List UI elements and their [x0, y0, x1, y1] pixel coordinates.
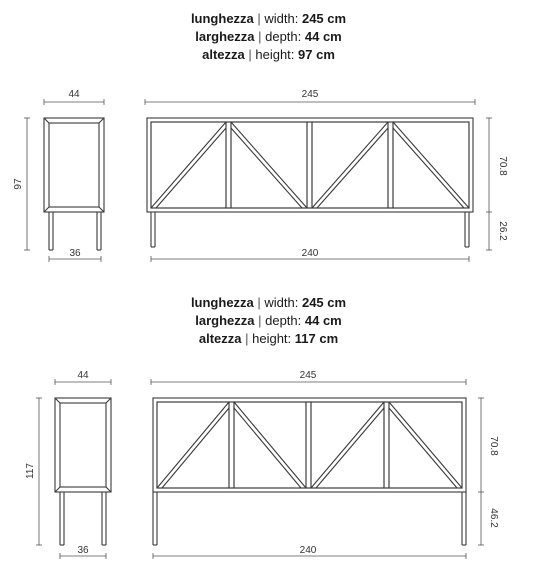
side-frame-inner	[49, 123, 99, 207]
spec-label-en: depth:	[265, 29, 305, 44]
dim-side-top-width: 44	[77, 370, 89, 381]
spec-separator: |	[253, 11, 265, 26]
spec-label-it: altezza	[202, 47, 245, 62]
side-frame-inner	[60, 403, 106, 487]
dim-side-bottom-width: 36	[77, 545, 89, 556]
front-view-bottom	[153, 398, 466, 545]
diagonal-brace	[311, 402, 384, 488]
side-dims-bottom	[36, 379, 111, 559]
spec-value: 245 cm	[301, 11, 347, 26]
dim-front-top-width: 245	[301, 89, 319, 100]
dim-front-leg-height: 46.2	[488, 508, 499, 528]
spec-value: 245 cm	[301, 295, 347, 310]
spec-separator: |	[254, 313, 266, 328]
dim-front-bottom-width: 240	[299, 545, 317, 556]
diagonal-brace	[157, 402, 229, 488]
spec-label-it: lunghezza	[190, 295, 254, 310]
diagonal-brace	[234, 402, 306, 488]
spec-label-en: height:	[255, 47, 299, 62]
spec-separator: |	[244, 47, 256, 62]
diagonal-brace	[231, 122, 307, 208]
dim-front-bottom-width: 240	[301, 248, 319, 259]
spec-label-en: width:	[264, 295, 302, 310]
spec-separator: |	[241, 331, 253, 346]
dim-side-top-width: 44	[68, 89, 80, 100]
dim-side-bottom-width: 36	[69, 248, 81, 259]
side-frame-outer	[44, 118, 104, 212]
spec-label-en: height:	[252, 331, 295, 346]
front-frame-inner	[157, 402, 462, 488]
front-frame-inner	[151, 122, 469, 208]
diagonal-brace	[151, 122, 226, 208]
spec-value: 44 cm	[304, 29, 342, 44]
side-view-bottom	[55, 398, 111, 545]
spec-separator: |	[254, 29, 266, 44]
spec-label-it: altezza	[198, 331, 242, 346]
dim-front-body-height: 70.8	[497, 156, 508, 176]
spec-value: 44 cm	[304, 313, 342, 328]
spec-value: 117 cm	[294, 331, 339, 346]
dim-side-height: 117	[25, 463, 36, 479]
spec-value: 97 cm	[298, 47, 335, 62]
dim-front-leg-height: 26.2	[497, 221, 508, 241]
spec-label-en: depth:	[265, 313, 305, 328]
spec-separator: |	[253, 295, 265, 310]
front-dims-bottom	[151, 379, 484, 559]
spec-label-it: larghezza	[195, 29, 255, 44]
spec-label-it: lunghezza	[190, 11, 254, 26]
dim-front-top-width: 245	[299, 370, 317, 381]
dim-front-body-height: 70.8	[488, 436, 499, 456]
front-frame-outer	[153, 398, 466, 492]
dim-side-height: 97	[13, 178, 24, 190]
side-frame-outer	[55, 398, 111, 492]
front-view-top	[147, 118, 473, 247]
diagonal-brace	[389, 402, 462, 488]
spec-label-en: width:	[264, 11, 302, 26]
side-view-top	[44, 118, 104, 250]
front-frame-outer	[147, 118, 473, 212]
diagonal-brace	[312, 122, 388, 208]
spec-label-it: larghezza	[195, 313, 255, 328]
diagonal-brace	[393, 122, 469, 208]
